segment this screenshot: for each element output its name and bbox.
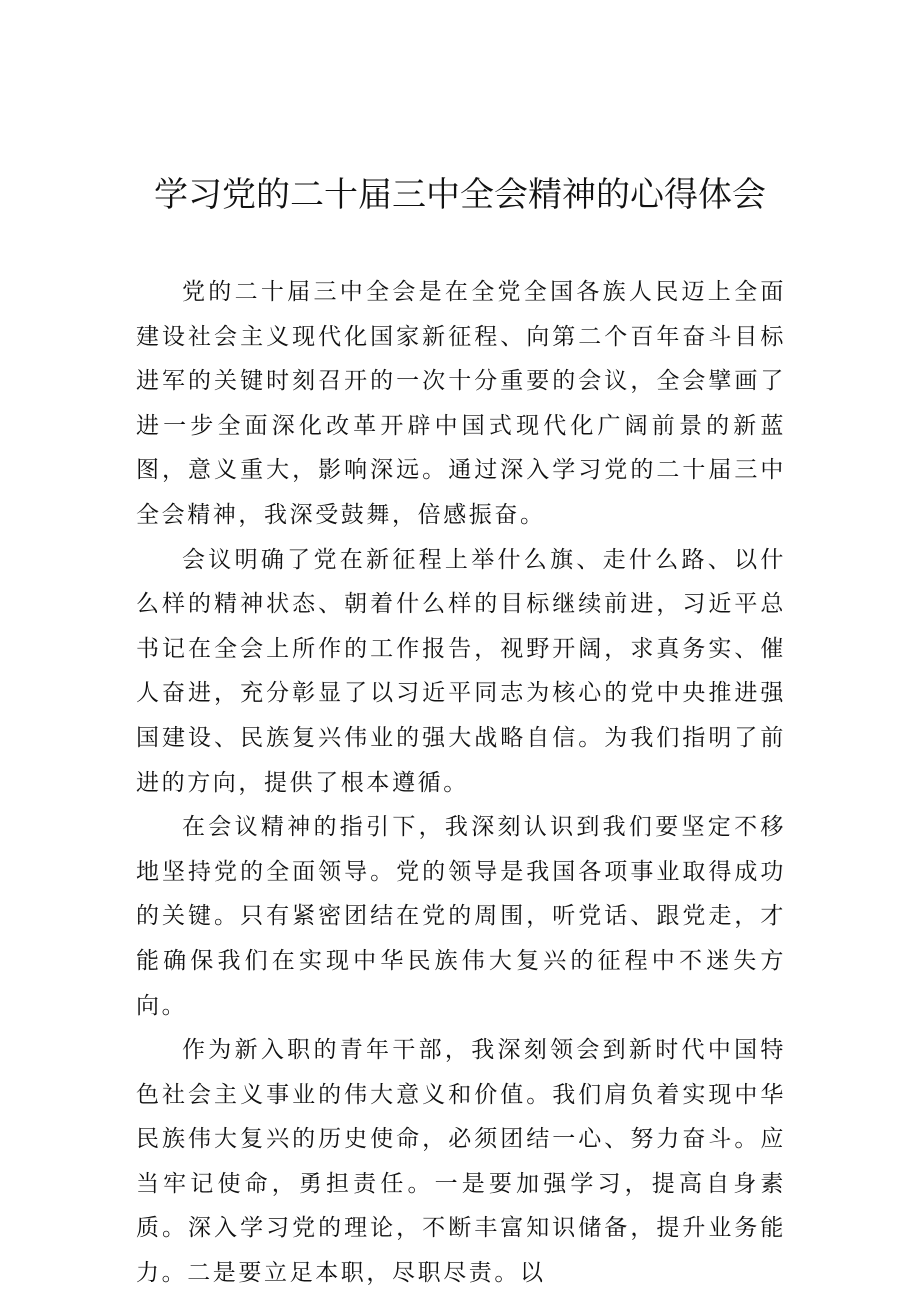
document-body (136, 270, 786, 1296)
paragraph-4: 作为新入职的青年干部，我深刻领会到新时代中国特色社会主义事业的伟大意义和价值。我们肩负着实现中华民族伟大复兴的历史使命，必须团结一心、努力奋斗。应当牢记使命，勇担责任。一是要加强学习，提高自身素质。深入学习党的理论，不断丰富知识储备，提升业务能力。二是要立足本职，尽职尽责。以 (136, 1037, 786, 1287)
document-title: 学习党的二十届三中全会精神的心得体会 (154, 175, 766, 215)
paragraph-2: 会议明确了党在新征程上举什么旗、走什么路、以什么样的精神状态、朝着什么样的目标继续前进，习近平总书记在全会上所作的工作报告，视野开阔，求真务实、催人奋进，充分彰显了以习近平同志为核心的党中央推进强国建设、民族复兴伟业的强大战略自信。为我们指明了前进的方向，提供了根本遵循。 (136, 546, 786, 796)
paragraph-3: 在会议精神的指引下，我深刻认识到我们要坚定不移地坚持党的全面领导。党的领导是我国各项事业取得成功的关键。只有紧密团结在党的周围，听党话、跟党走，才能确保我们在实现中华民族伟大复兴的征程中不迷失方向。 (136, 814, 786, 1019)
paragraph-1: 党的二十届三中全会是在全党全国各族人民迈上全面建设社会主义现代化国家新征程、向第二个百年奋斗目标进军的关键时刻召开的一次十分重要的会议，全会擘画了进一步全面深化改革开辟中国式现代化广阔前景的新蓝图，意义重大，影响深远。通过深入学习党的二十届三中全会精神，我深受鼓舞，倍感振奋。 (136, 279, 786, 528)
